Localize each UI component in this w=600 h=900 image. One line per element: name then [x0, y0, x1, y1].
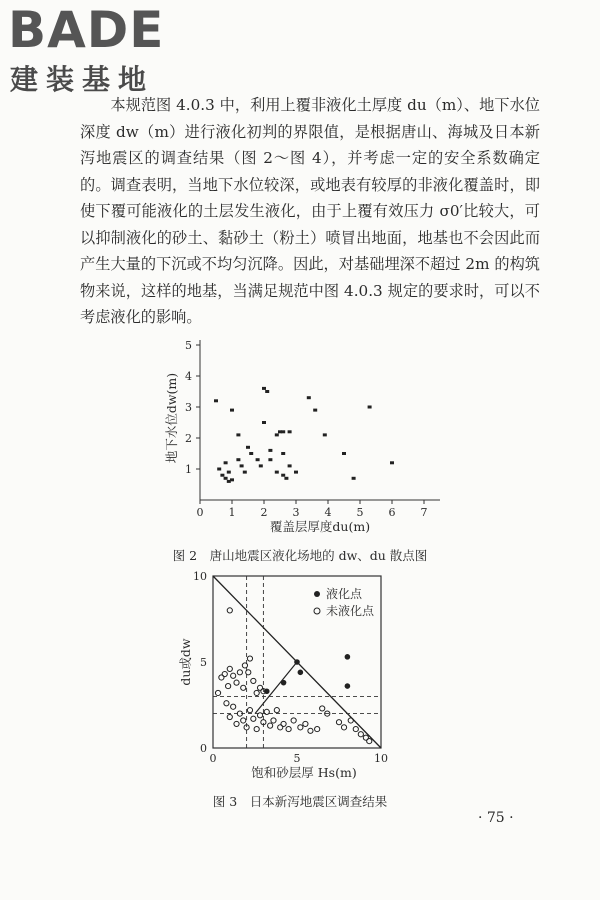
fig2-x-tick-label: 6 — [388, 506, 396, 519]
legend-liquefied-marker — [314, 591, 320, 597]
fig2-y-tick-label: 1 — [185, 463, 192, 476]
fig2-ticks — [185, 339, 428, 519]
fig2-points — [214, 387, 394, 483]
logo-title: BADE — [8, 1, 165, 59]
legend-not-liquefied-marker — [314, 608, 320, 614]
fig2-y-axis-label: 地下水位dw(m) — [164, 372, 179, 464]
fig2-data-point — [220, 474, 224, 477]
fig2-data-point — [294, 471, 298, 474]
fig2-data-point — [390, 461, 394, 464]
fig3-not-liquefied-point — [358, 732, 363, 737]
fig2-x-axis-label: 覆盖层厚度du(m) — [269, 519, 371, 534]
fig2-data-point — [214, 399, 218, 402]
figure-2-caption: 图 2 唐山地震区液化场地的 dw、du 散点图 — [172, 548, 428, 563]
fig3-not-liquefied-point — [247, 708, 252, 713]
fig3-not-liquefied-point — [315, 726, 320, 731]
fig2-data-point — [240, 464, 244, 467]
fig3-lower-diagonal-line — [255, 662, 297, 714]
fig3-not-liquefied-point — [241, 685, 246, 690]
fig3-not-liquefied-point — [274, 708, 279, 713]
fig2-data-point — [307, 396, 311, 399]
fig3-not-liquefied-point — [237, 670, 242, 675]
fig2-data-point — [288, 430, 292, 433]
fig2-data-point — [224, 477, 228, 480]
fig3-not-liquefied-point — [215, 690, 220, 695]
fig2-data-point — [281, 474, 285, 477]
fig2-y-tick-label: 2 — [185, 432, 192, 445]
fig2-data-point — [262, 387, 266, 390]
figure-2-scatter — [164, 339, 440, 534]
fig3-not-liquefied-point — [271, 718, 276, 723]
fig2-x-tick-label: 0 — [196, 506, 204, 519]
fig2-data-point — [284, 477, 288, 480]
fig2-data-point — [230, 409, 234, 412]
fig3-not-liquefied-point — [224, 701, 229, 706]
fig3-not-liquefied-point — [257, 713, 262, 718]
fig2-x-tick-label: 3 — [292, 506, 300, 519]
fig3-x-tick-label: 5 — [293, 752, 301, 765]
fig3-not-liquefied-point — [281, 721, 286, 726]
fig3-not-liquefied-point — [234, 680, 239, 685]
fig3-not-liquefied-point — [303, 721, 308, 726]
fig3-liquefied-point — [294, 659, 300, 665]
fig3-not-liquefied-point — [246, 670, 251, 675]
fig3-points — [215, 608, 371, 744]
fig3-not-liquefied-point — [222, 671, 227, 676]
fig3-y-axis-label: du或dw — [178, 638, 193, 686]
fig3-not-liquefied-point — [251, 716, 256, 721]
fig3-not-liquefied-point — [231, 673, 236, 678]
fig3-x-tick-label: 10 — [374, 752, 388, 765]
fig3-not-liquefied-point — [227, 608, 232, 613]
fig2-y-tick-label: 5 — [185, 339, 192, 352]
fig3-not-liquefied-point — [336, 720, 341, 725]
fig3-not-liquefied-point — [268, 723, 273, 728]
fig2-y-tick-label: 3 — [185, 401, 192, 414]
fig3-not-liquefied-point — [308, 728, 313, 733]
fig3-not-liquefied-point — [348, 718, 353, 723]
fig3-not-liquefied-point — [264, 709, 269, 714]
fig2-data-point — [313, 409, 317, 412]
fig3-not-liquefied-point — [251, 678, 256, 683]
fig3-not-liquefied-point — [291, 718, 296, 723]
fig2-data-point — [259, 464, 263, 467]
fig3-liquefied-point — [298, 670, 304, 676]
fig3-not-liquefied-point — [341, 725, 346, 730]
fig2-x-tick-label: 2 — [260, 506, 268, 519]
fig3-not-liquefied-point — [286, 726, 291, 731]
fig3-not-liquefied-point — [234, 721, 239, 726]
fig2-data-point — [236, 458, 240, 461]
fig3-not-liquefied-point — [254, 726, 259, 731]
fig2-data-point — [275, 471, 279, 474]
fig2-data-point — [281, 452, 285, 455]
fig2-x-tick-label: 5 — [356, 506, 364, 519]
fig2-y-tick-label: 4 — [185, 370, 192, 383]
fig3-y-tick-label: 0 — [200, 742, 207, 755]
legend-not-liquefied-label: 未液化点 — [326, 604, 375, 618]
fig3-not-liquefied-point — [227, 714, 232, 719]
fig3-y-tick-label: 10 — [193, 570, 207, 583]
fig2-data-point — [275, 433, 279, 436]
fig2-data-point — [288, 464, 292, 467]
fig2-data-point — [368, 406, 372, 409]
fig3-liquefied-point — [345, 683, 351, 689]
fig3-not-liquefied-point — [242, 663, 247, 668]
page-number: · 75 · — [478, 810, 514, 826]
fig2-data-point — [236, 433, 240, 436]
fig3-not-liquefied-point — [353, 726, 358, 731]
fig3-legend — [314, 586, 375, 618]
fig2-data-point — [281, 430, 285, 433]
fig2-data-point — [262, 421, 266, 424]
fig2-data-point — [243, 471, 247, 474]
body-paragraph: 本规范图 4.0.3 中，利用上覆非液化土厚度 du（m）、地下水位深度 dw（m）进行液化初判的界限值，是根据唐山、海城及日本新泻地震区的调查结果（图 2～图 4），并考虑一定的安全系数确定的。调查表明，当地下水位较深，或地表有较厚的非液化覆盖时，即使下覆可能液化的土层发生液化，由于上覆有效压力 σ0′比较大，可以抑制液化的砂土、黏砂土（粉土）喷冒出地面，地基也不会因此而产生大量的下沉或不均匀沉降。因此，对基础埋深不超过 2m 的构筑物来说，这样的地基，当满足规范中图 4.0.3 规定的要求时，可以不考虑液化的影响。 — [80, 96, 540, 326]
fig2-data-point — [352, 477, 356, 480]
fig2-data-point — [323, 433, 327, 436]
fig2-x-tick-label: 4 — [324, 506, 332, 519]
fig2-data-point — [230, 478, 234, 481]
figure-3-caption: 图 3 日本新泻地震区调查结果 — [212, 794, 388, 809]
fig2-data-point — [217, 468, 221, 471]
fig3-x-tick-label: 0 — [209, 752, 217, 765]
logo-subtitle: 建装基地 — [10, 63, 155, 96]
fig3-not-liquefied-point — [320, 706, 325, 711]
fig3-y-tick-label: 5 — [200, 656, 207, 669]
fig2-data-point — [256, 458, 260, 461]
fig2-data-point — [246, 446, 250, 449]
fig3-not-liquefied-point — [226, 683, 231, 688]
fig3-not-liquefied-point — [227, 666, 232, 671]
fig3-liquefied-point — [345, 654, 351, 660]
fig2-data-point — [268, 449, 272, 452]
fig3-not-liquefied-point — [231, 704, 236, 709]
fig2-data-point — [227, 471, 231, 474]
fig3-liquefied-point — [281, 680, 287, 686]
fig3-x-axis-label: 饱和砂层厚 Hs(m) — [251, 765, 357, 780]
fig2-data-point — [249, 452, 253, 455]
legend-liquefied-label: 液化点 — [326, 587, 363, 601]
fig2-data-point — [268, 458, 272, 461]
fig3-not-liquefied-point — [367, 739, 372, 744]
fig2-data-point — [342, 452, 346, 455]
fig3-not-liquefied-point — [298, 725, 303, 730]
fig2-data-point — [224, 461, 228, 464]
fig3-not-liquefied-point — [247, 656, 252, 661]
fig3-not-liquefied-point — [254, 690, 259, 695]
fig2-x-tick-label: 7 — [420, 506, 428, 519]
fig2-x-tick-label: 1 — [228, 506, 236, 519]
fig2-data-point — [265, 390, 269, 393]
fig3-not-liquefied-point — [241, 718, 246, 723]
figure-3-scatter — [178, 570, 388, 780]
